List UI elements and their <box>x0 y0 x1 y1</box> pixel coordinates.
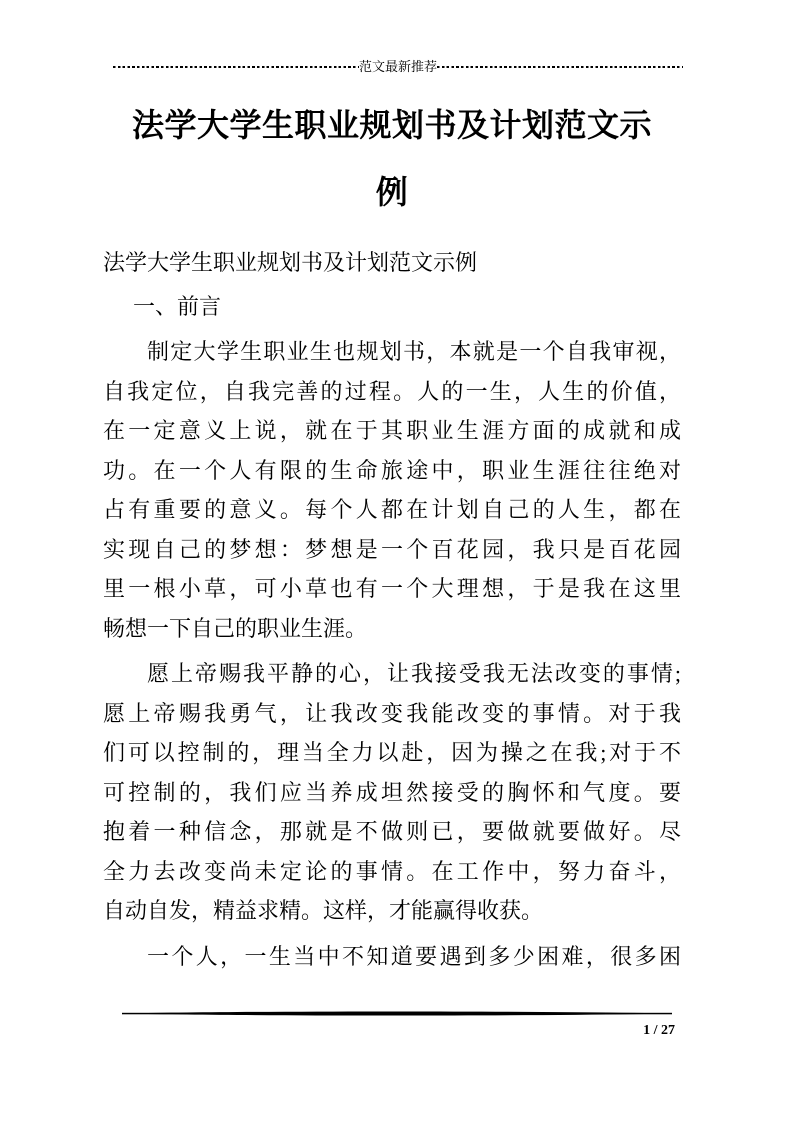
body-line: 实现自己的梦想：梦想是一个百花园，我只是百花园 <box>103 536 681 562</box>
body-line: 畅想一下自己的职业生涯。 <box>103 615 368 641</box>
body-line: 自动自发，精益求精。这样，才能赢得收获。 <box>103 898 544 923</box>
body-line: 里一根小草，可小草也有一个大理想，于是我在这里 <box>103 576 681 601</box>
document-title <box>103 92 681 226</box>
header-dash-left <box>113 66 359 68</box>
body-line: 抱着一种信念，那就是不做则已，要做就要做好。尽 <box>103 819 681 844</box>
body-line: 功。在一个人有限的生命旅途中，职业生涯往往绝对 <box>103 457 681 483</box>
paragraph <box>103 937 681 977</box>
paragraph <box>103 332 681 648</box>
page-number: 1 / 27 <box>643 1023 675 1038</box>
subtitle-line: 法学大学生职业规划书及计划范文示例 <box>103 250 478 275</box>
body-line: 自我定位，自我完善的过程。人的一生，人生的价值， <box>103 378 681 404</box>
document-body <box>103 243 681 976</box>
header-label: 范文最新推荐 <box>359 59 438 74</box>
body-line: 制定大学生职业生也规划书，本就是一个自我审视， <box>147 339 681 364</box>
body-line: 愿上帝赐我勇气，让我改变我能改变的事情。对于我 <box>103 700 681 726</box>
body-line: 在一定意义上说，就在于其职业生涯方面的成就和成 <box>103 418 681 443</box>
body-line: 占有重要的意义。每个人都在计划自己的人生，都在 <box>103 497 681 522</box>
body-line: 可控制的，我们应当养成坦然接受的胸怀和气度。要 <box>103 779 681 805</box>
page-header <box>113 58 683 75</box>
body-line: 们可以控制的，理当全力以赴，因为操之在我;对于不 <box>103 740 681 765</box>
document-title-line: 法学大学生职业规划书及计划范文示 <box>131 107 652 143</box>
footer-rule <box>122 1004 672 1011</box>
paragraph <box>103 654 681 931</box>
section-heading: 一、前言 <box>133 293 222 319</box>
body-line: 一个人，一生当中不知道要遇到多少困难，很多困 <box>147 943 681 969</box>
header-dash-right <box>437 66 683 68</box>
page-footer <box>103 1022 675 1039</box>
document-title-line: 例 <box>375 174 409 210</box>
body-line: 愿上帝赐我平静的心，让我接受我无法改变的事情; <box>147 661 681 686</box>
body-line: 全力去改变尚未定论的事情。在工作中，努力奋斗， <box>103 858 681 884</box>
